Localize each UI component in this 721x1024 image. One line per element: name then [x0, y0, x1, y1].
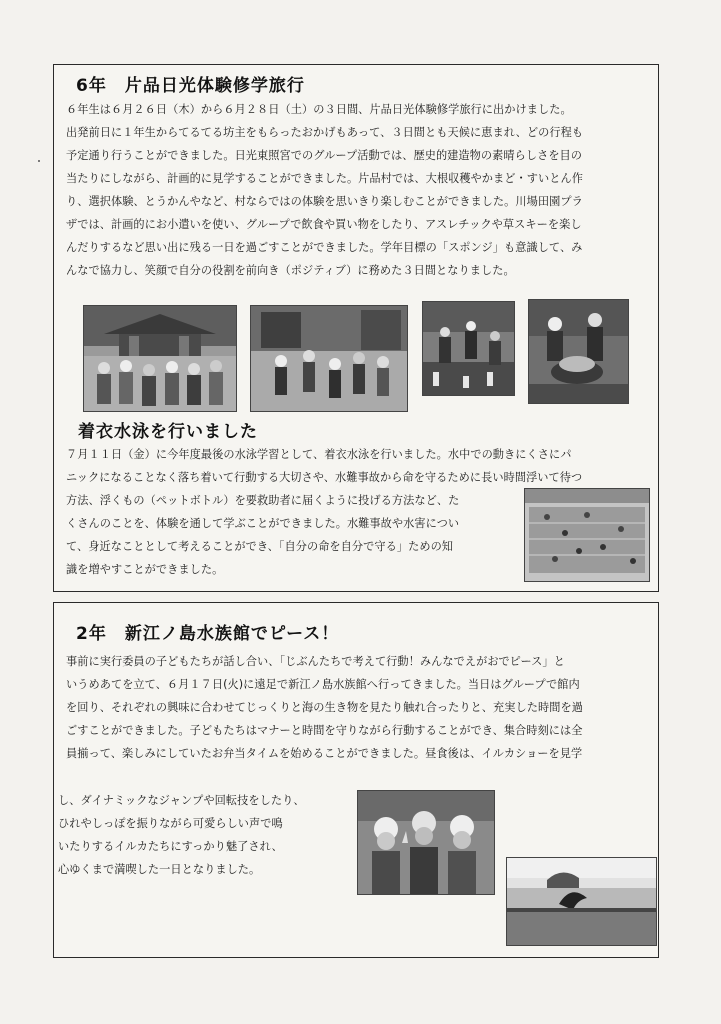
text-line: を回り、それぞれの興味に合わせてじっくりと海の生き物を見たり触れ合ったりと、充実した時間を過: [66, 701, 583, 714]
grade6-trip-body: [66, 98, 583, 282]
text-line: ６年生は６月２６日（木）から６月２８日（土）の３日間、片品日光体験修学旅行に出かけました。: [66, 103, 572, 116]
shrine-group-photo: [83, 305, 237, 412]
aquarium-trip-body: [66, 650, 583, 765]
text-line: 方法、浮くもの（ペットボトル）を要救助者に届くように投げる方法など、た: [66, 494, 460, 507]
grade6-trip-title: 6年 片品日光体験修学旅行: [76, 76, 305, 96]
aquarium-trip-title: 2年 新江ノ島水族館でピース！: [76, 624, 340, 644]
text-line: いうめあてを立て、６月１７日(火)に遠足で新江ノ島水族館へ行ってきました。当日はグループで館内: [66, 678, 580, 691]
text-line: くさんのことを、体験を通して学ぶことができました。水難事故や水害につい: [66, 517, 460, 530]
aquarium-trip-body-narrow: [58, 789, 305, 881]
text-line: 当たりにしながら、計画的に見学することができました。片品村では、大根収穫やかまど・すいとん作: [66, 172, 583, 185]
text-line: ごすことができました。子どもたちはマナーと時間を守りながら行動することができ、集合時刻には全: [66, 724, 583, 737]
text-line: ひれやしっぽを振りながら可愛らしい声で鳴: [58, 817, 283, 830]
text-line: ７月１１日（金）に今年度最後の水泳学習として、着衣水泳を行いました。水中での動きにくさにパ: [66, 448, 572, 461]
kamado-cooking-photo: [528, 299, 629, 404]
text-line: て、身近なこととして考えることができ、「自分の命を自分で守る」ための知: [66, 540, 454, 553]
radish-harvest-photo: [422, 301, 515, 396]
text-line: 予定通り行うことができました。日光東照宮でのグループ活動では、歴史的建造物の素晴らしさを目の: [66, 149, 583, 162]
grade6-article-box: [53, 64, 659, 592]
text-line: 員揃って、楽しみにしていたお弁当タイムを始めることができました。昼食後は、イルカショーを見学: [66, 747, 583, 760]
pool-photo: [524, 488, 650, 582]
children-peace-photo: [357, 790, 495, 895]
text-line: り、選択体験、とうかんやなど、村ならではの体験を思いきり楽しむことができました。川場田園プラ: [66, 195, 583, 208]
dolphin-show-photo: [506, 857, 657, 946]
text-line: し、ダイナミックなジャンプや回転技をしたり、: [58, 794, 305, 807]
text-line: 出発前日に１年生からてるてる坊主をもらったおかげもあって、３日間とも天候に恵まれ、どの行程も: [66, 126, 584, 139]
text-line: んだりするなど思い出に残る一日を過ごすことができました。学年目標の「スポンジ」も意識して、み: [66, 241, 583, 254]
text-line: いたりするイルカたちにすっかり魅了され、: [58, 840, 283, 853]
clothed-swimming-body: [66, 443, 582, 581]
text-line: 事前に実行委員の子どもたちが話し合い、「じぶんたちで考えて行動！みんなでえがおでピース」と: [66, 655, 565, 668]
text-line: 心ゆくまで満喫した一日となりました。: [58, 863, 261, 876]
text-line: ザでは、計画的にお小遣いを使い、グループで飲食や買い物をしたり、アスレチックや草スキーを楽し: [66, 218, 582, 231]
text-line: ニックになることなく落ち着いて行動する大切さや、水難事故から命を守るために長い時間浮いて待つ: [66, 471, 583, 484]
scan-speck: [38, 160, 40, 162]
grade2-article-box: [53, 602, 659, 958]
village-activity-photo: [250, 305, 408, 412]
clothed-swimming-title: 着衣水泳を行いました: [78, 422, 258, 442]
text-line: 識を増やすことができました。: [66, 563, 224, 576]
text-line: んなで協力し、笑顔で自分の役割を前向き（ポジティブ）に務めた３日間となりました。: [66, 264, 515, 277]
